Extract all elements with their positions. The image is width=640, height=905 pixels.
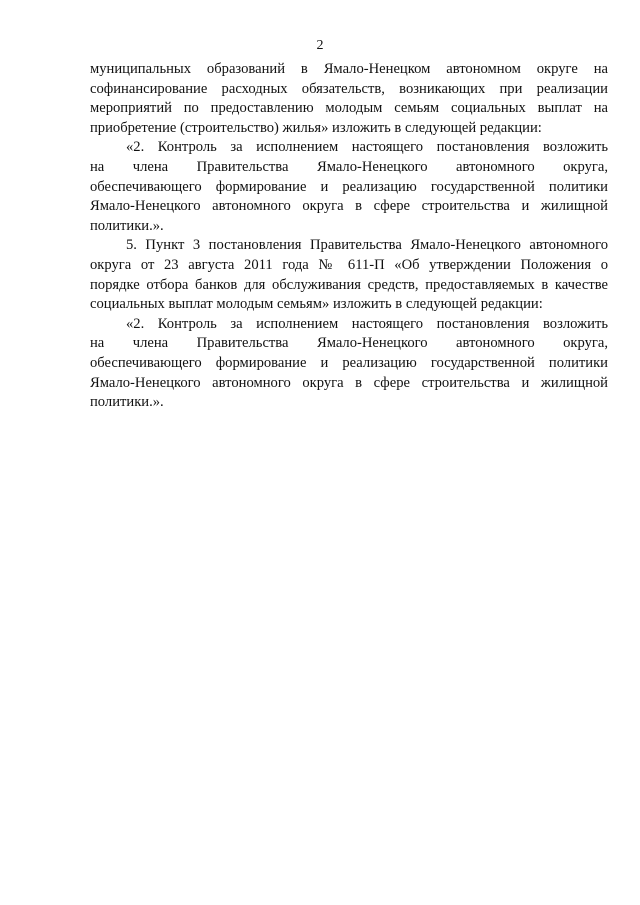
text-line: приобретение (строительство) жилья» изложить в следующей редакции: — [90, 119, 542, 136]
text-line: политики.». — [90, 394, 164, 411]
document-body — [90, 60, 608, 413]
text-line: на члена Правительства Ямало-Ненецкого автономного округа, — [90, 158, 608, 175]
page-number: 2 — [316, 38, 324, 53]
text-line: «2. Контроль за исполнением настоящего постановления возложить — [126, 315, 608, 332]
text-line: на члена Правительства Ямало-Ненецкого автономного округа, — [90, 335, 608, 352]
text-line: обеспечивающего формирование и реализацию государственной политики — [90, 354, 608, 371]
text-line: муниципальных образований в Ямало-Ненецком автономном округе на — [90, 61, 608, 77]
text-line: «2. Контроль за исполнением настоящего постановления возложить — [126, 139, 608, 156]
text-line: округа от 23 августа 2011 года № 611-П «Об утверждении Положения о — [90, 256, 608, 273]
text-line: 5. Пункт 3 постановления Правительства Ямало-Ненецкого автономного — [126, 237, 608, 254]
text-line: Ямало-Ненецкого автономного округа в сфере строительства и жилищной — [90, 374, 608, 391]
text-line: порядке отбора банков для обслуживания средств, предоставляемых в качестве — [90, 276, 608, 293]
text-line: Ямало-Ненецкого автономного округа в сфере строительства и жилищной — [90, 198, 608, 215]
text-line: политики.». — [90, 217, 164, 234]
text-line: софинансирование расходных обязательств, возникающих при реализации — [90, 80, 608, 97]
text-line: социальных выплат молодым семьям» изложить в следующей редакции: — [90, 296, 543, 313]
text-line: мероприятий по предоставлению молодым семьям социальных выплат на — [90, 100, 608, 117]
text-line: обеспечивающего формирование и реализацию государственной политики — [90, 178, 608, 195]
